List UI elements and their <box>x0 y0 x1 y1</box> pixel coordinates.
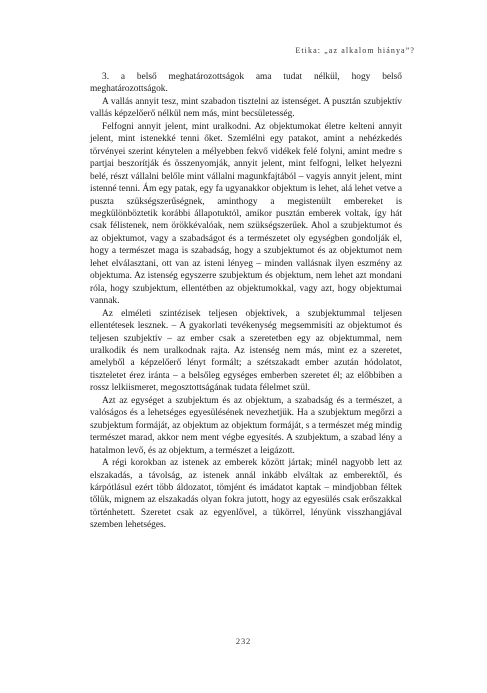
paragraph: Felfogni annyit jelent, mint uralkodni. Az objektumokat életre kelteni annyit jelent, mint istenekké tenni őket. Szemlélni egy patakot, amint a nehézkedés törvényei szerint kénytelen a mélyebben fekvő vidékek felé folyni, amint medre s partjai beszorítják és összenyomják, annyit jelent, mint felfogni, lelket helyezni belé, részt vállalni belőle mint vállalni magunkfajtából – vagyis annyit jelent, mint istenné tenni. Ám egy patak, egy fa ugyanakkor objektum is lehet, alá lehet vetve a puszta szükségszerűségnek, aminthogy a megistenült embereket is megkülönböztetik korábbi állapotuktól, amikor pusztán emberek voltak, így hát csak félistenek, nem örökkévalóak, nem szükségszerűek. Ahol a szubjektumot és az objektumot, vagy a szabadságot és a természetet oly egységben gondolják el, hogy a természet maga is szabadság, hogy a szubjektumot és az objektumot nem lehet elválasztani, ott van az isteni lényeg – minden vallásnak ilyen eszmény az objektuma. Az istenség egyszerre szubjektum és objektum, nem lehet azt mondani róla, hogy szubjektum, ellentétben az objektumokkal, vagy azt, hogy objektumai vannak. <box>90 121 402 307</box>
paragraph: A régi korokban az istenek az emberek között jártak; minél nagyobb lett az elszakadás, a távolság, az istenek annál inkább elváltak az emberektől, és kárpótlásul ezért több áldozatot, tömjént és imádatot kaptak – mindjobban féltek tőlük, mignem az elszakadás olyan fokra jutott, hogy az egyesülés csak erőszakkal történhetett. Szeretet csak az egyenlővel, a tükörrel, lényünk visszhangjával szemben lehetséges. <box>90 458 402 531</box>
paragraph: 3. a belső meghatározottságok ama tudat nélkül, hogy belső meghatározottságok. <box>90 72 402 95</box>
paragraph: A vallás annyit tesz, mint szabadon tisztelni az istenséget. A pusztán szubjektív vallás képzelőerő nélkül nem más, mint becsületesség. <box>90 96 402 120</box>
running-head: Etika: „az alkalom hiánya”? <box>295 46 415 55</box>
paragraph: Azt az egységet a szubjektum és az objektum, a szabadság és a természet, a valóságos és a lehetséges egyesülésének nevezhetjük. Ha a szubjektum megőrzi a szubjektum formáját, az objektum az objektum formáját, s a természet még mindig természet marad, akkor nem ment végbe egyesítés. A szubjektum, a szabad lény a hatalmon levő, és az objektum, a természet a leigázott. <box>90 395 402 456</box>
page-number: 232 <box>235 636 252 646</box>
paragraph: Az elméleti szintézisek teljesen objektívek, a szubjektummal teljesen ellentétesek lesznek. – A gyakorlati tevékenység megsemmisíti az objektumot és teljesen szubjektív – az ember csak a szeretetben egy az objektummal, nem uralkodik és nem uralkodnak rajta. Az istenség nem más, mint ez a szeretet, amelyből a képzelőerő lényt formált; a szétszakadt ember azután hódolatot, tiszteletet érez iránta – a belsőleg egységes emberben szeretet él; az előbbiben a rossz lelkiismeret, megosztottságának tudata félelmet szül. <box>90 308 402 394</box>
body-text <box>90 71 402 532</box>
